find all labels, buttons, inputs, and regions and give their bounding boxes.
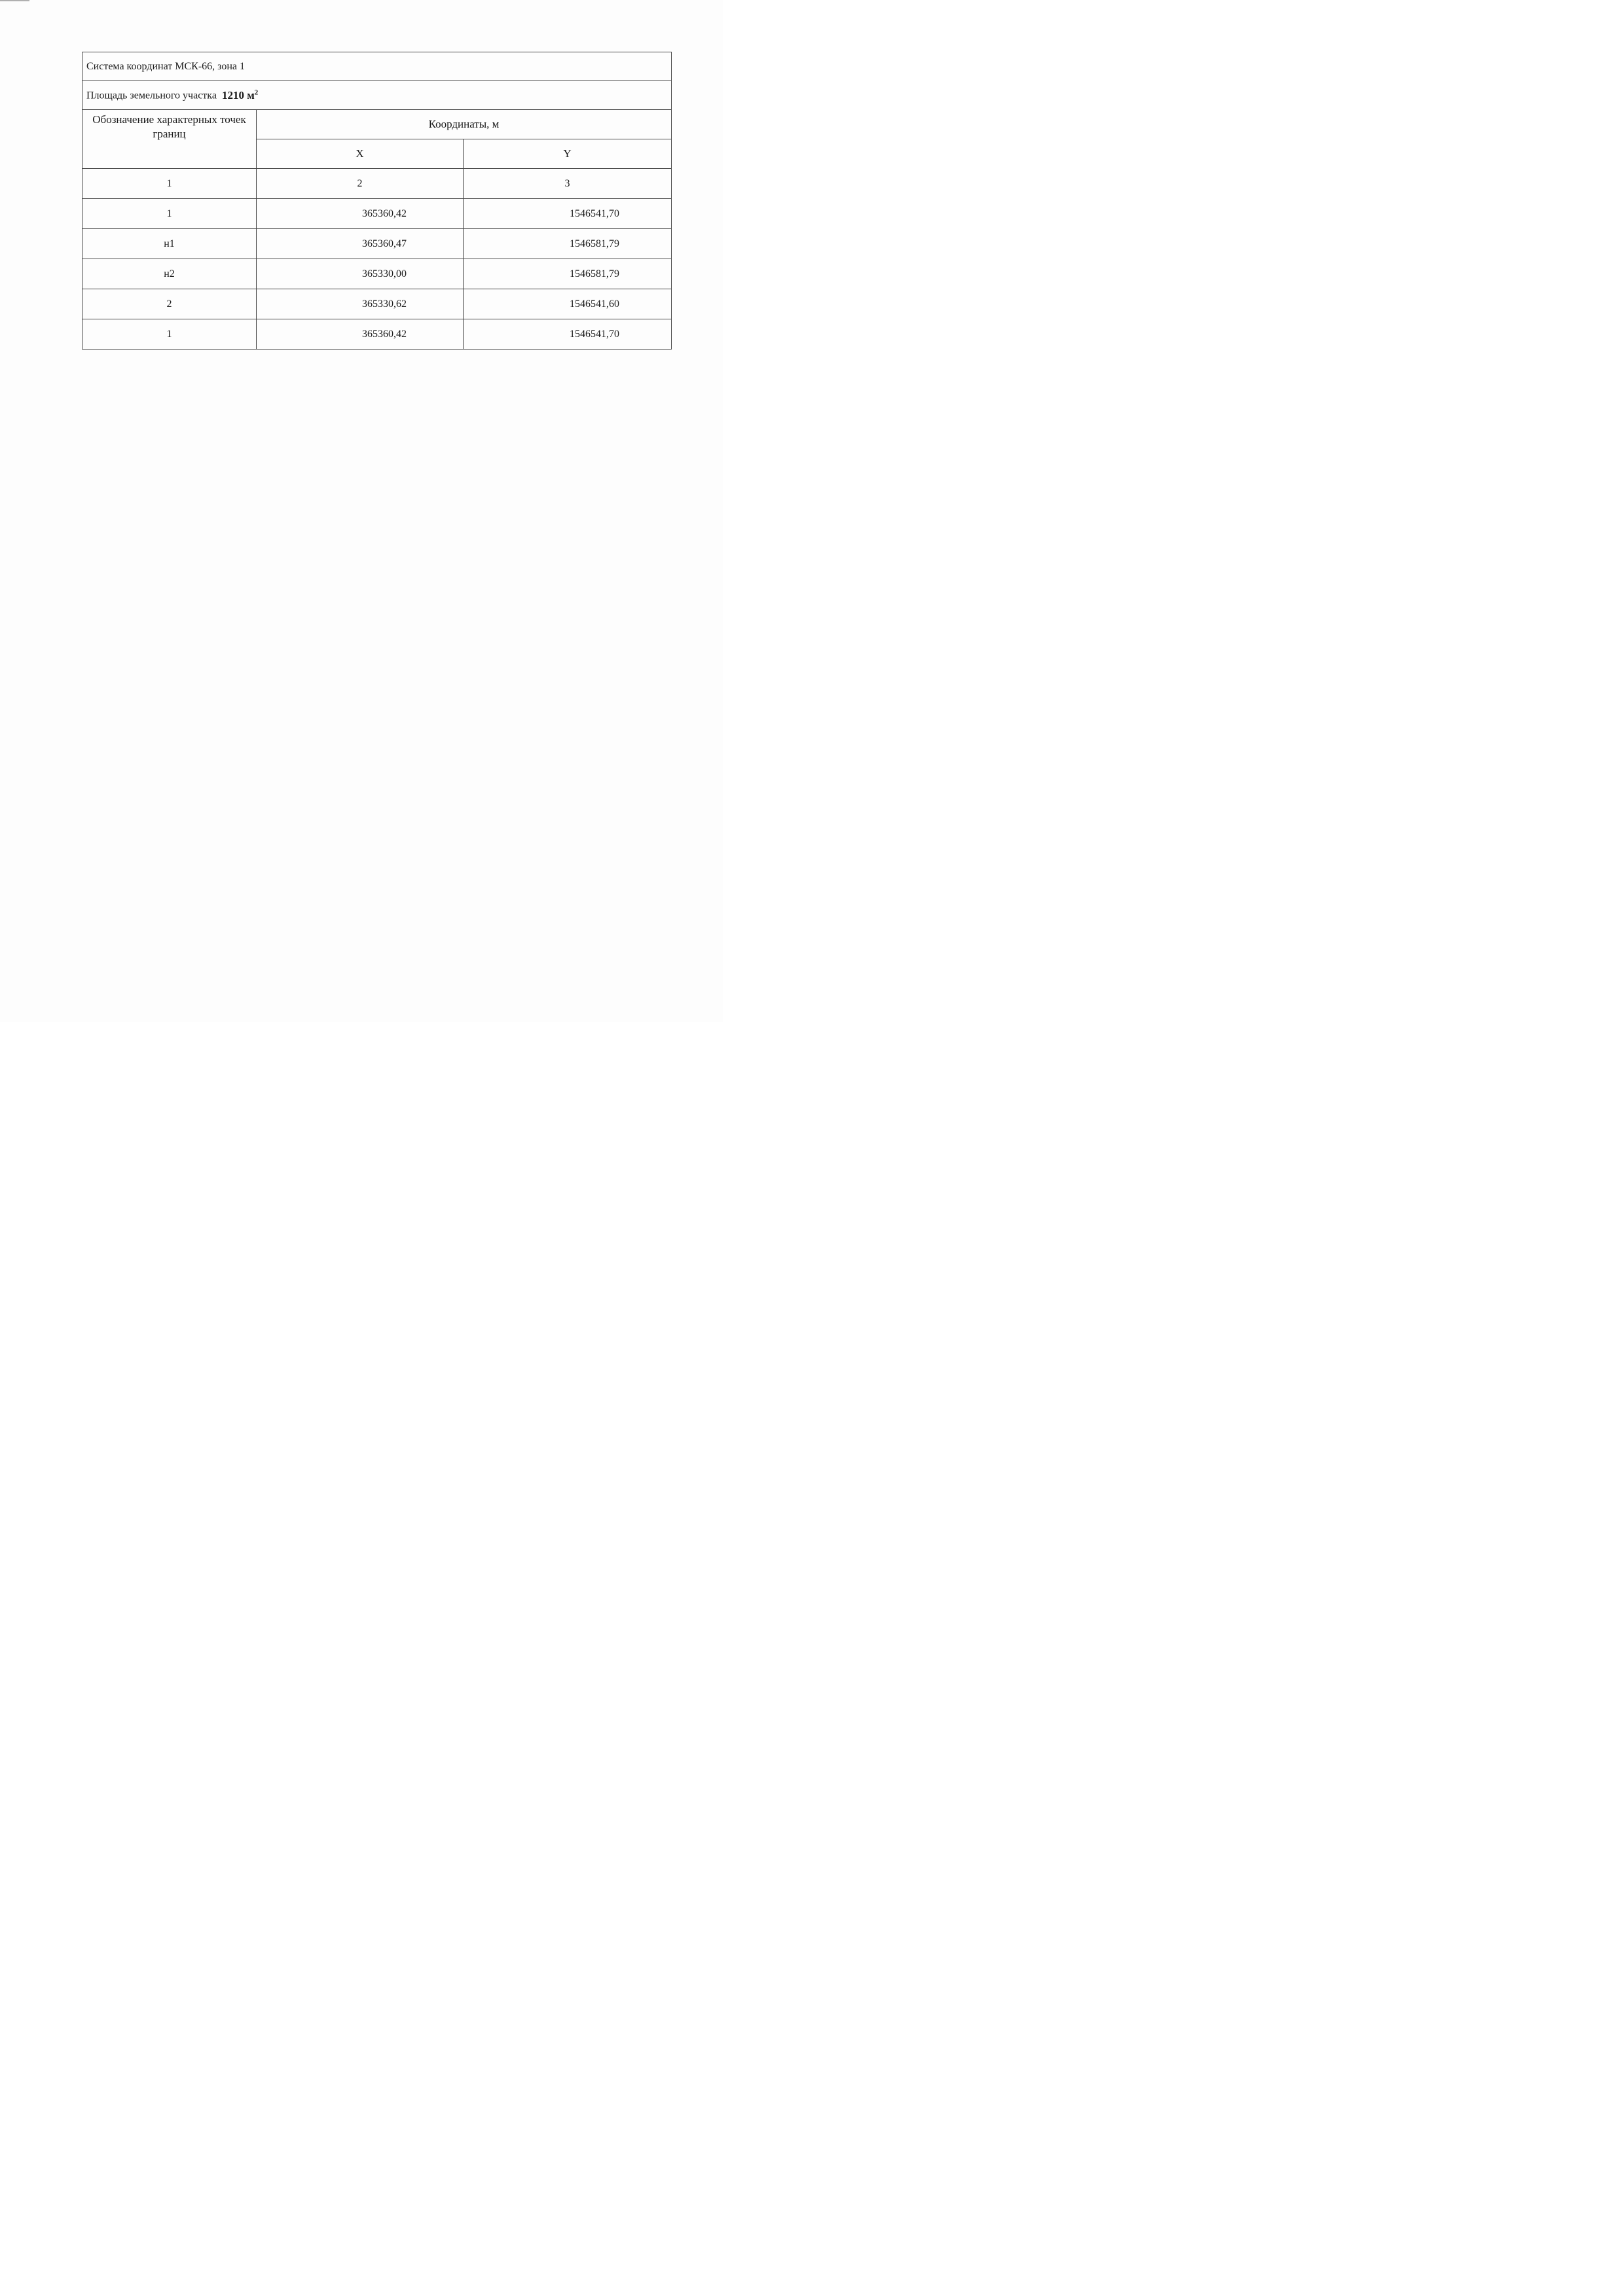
column-number-2: 2 [257,169,464,199]
point-cell: н1 [82,229,257,259]
column-number-1: 1 [82,169,257,199]
table-row [82,229,672,259]
area-value: 1210 [221,88,244,101]
coordinates-table [82,52,672,350]
y-cell: 1546541,60 [464,289,672,319]
x-cell: 365360,42 [257,319,464,350]
area-value-group [222,89,258,101]
y-cell: 1546541,70 [464,199,672,229]
point-designation-header: Обозначение характерных точек границ [82,110,257,169]
document-page [0,0,723,1022]
scan-edge-line [0,0,29,1]
area-row [82,81,672,110]
y-cell: 1546581,79 [464,229,672,259]
x-cell: 365360,47 [257,229,464,259]
area-cell [82,81,672,110]
coordinates-header: Координаты, м [257,110,672,139]
area-unit: м [247,88,255,101]
x-cell: 365360,42 [257,199,464,229]
point-cell: 1 [82,319,257,350]
area-label: Площадь земельного участка [86,90,217,101]
table-row [82,199,672,229]
table-row [82,319,672,350]
y-cell: 1546581,79 [464,259,672,289]
area-unit-power: 2 [254,88,259,97]
x-header: X [257,139,464,169]
coordinate-system-cell: Система координат МСК-66, зона 1 [82,52,672,81]
y-cell: 1546541,70 [464,319,672,350]
column-number-3: 3 [464,169,672,199]
x-cell: 365330,62 [257,289,464,319]
y-header: Y [464,139,672,169]
table-row [82,289,672,319]
header-row-1 [82,110,672,139]
x-cell: 365330,00 [257,259,464,289]
point-cell: н2 [82,259,257,289]
column-number-row [82,169,672,199]
table-row [82,259,672,289]
point-cell: 1 [82,199,257,229]
point-cell: 2 [82,289,257,319]
coordinate-system-row [82,52,672,81]
